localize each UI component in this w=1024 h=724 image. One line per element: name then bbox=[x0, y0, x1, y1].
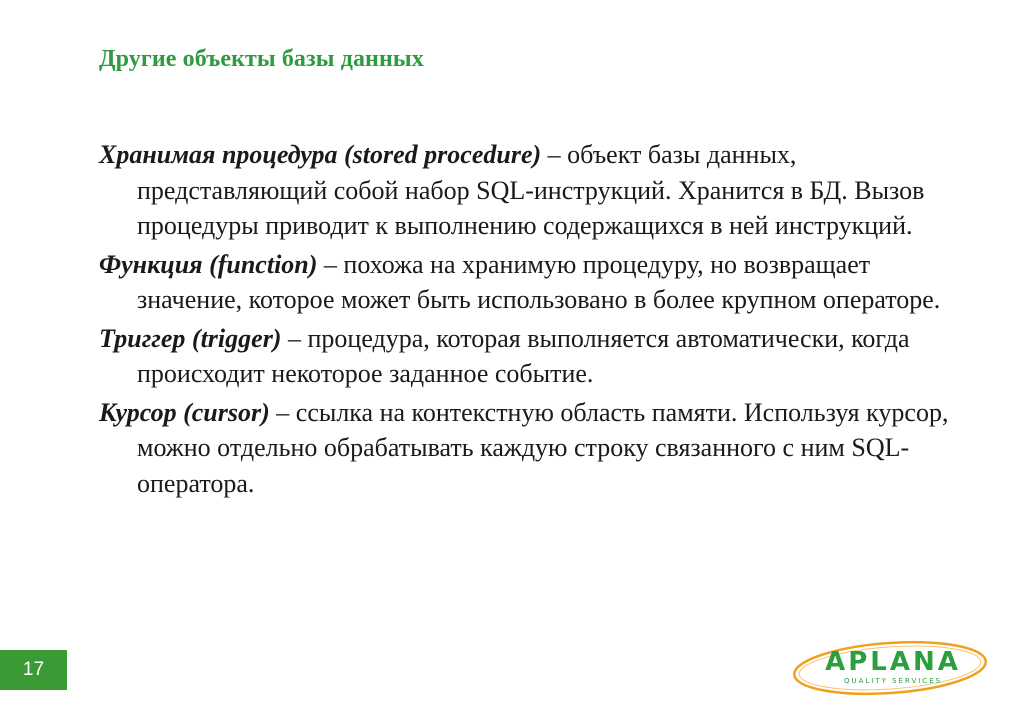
definition-term: Курсор (cursor) bbox=[99, 397, 270, 427]
slide-title: Другие объекты базы данных bbox=[99, 46, 424, 72]
definition-text: – процедура, которая выполняется автоматически, когда происходит некоторое заданное событие. bbox=[137, 323, 910, 388]
definition-term: Функция (function) bbox=[99, 249, 318, 279]
definition-term: Триггер (trigger) bbox=[99, 323, 282, 353]
logo-name: APLANA bbox=[825, 647, 961, 677]
page-number-badge bbox=[0, 650, 67, 690]
definition-list bbox=[99, 137, 979, 504]
definition-trigger bbox=[99, 321, 979, 392]
aplana-logo bbox=[790, 639, 990, 699]
definition-text: – ссылка на контекстную область памяти. Используя курсор, можно отдельно обрабатывать каждую строку связанного с ним SQL-оператора. bbox=[137, 397, 949, 498]
definition-stored-procedure bbox=[99, 137, 979, 244]
definition-function bbox=[99, 247, 979, 318]
definition-text: – похожа на хранимую процедуру, но возвращает значение, которое может быть использовано в более крупном операторе. bbox=[137, 249, 941, 314]
definition-text: – объект базы данных, представляющий собой набор SQL-инструкций. Хранится в БД. Вызов процедуры приводит к выполнению содержащихся в ней инструкций. bbox=[137, 140, 925, 240]
definition-cursor bbox=[99, 395, 979, 502]
logo-tagline: QUALITY SERVICES bbox=[843, 677, 943, 685]
page-number: 17 bbox=[22, 659, 45, 680]
definition-term: Хранимая процедура (stored procedure) bbox=[99, 140, 542, 169]
